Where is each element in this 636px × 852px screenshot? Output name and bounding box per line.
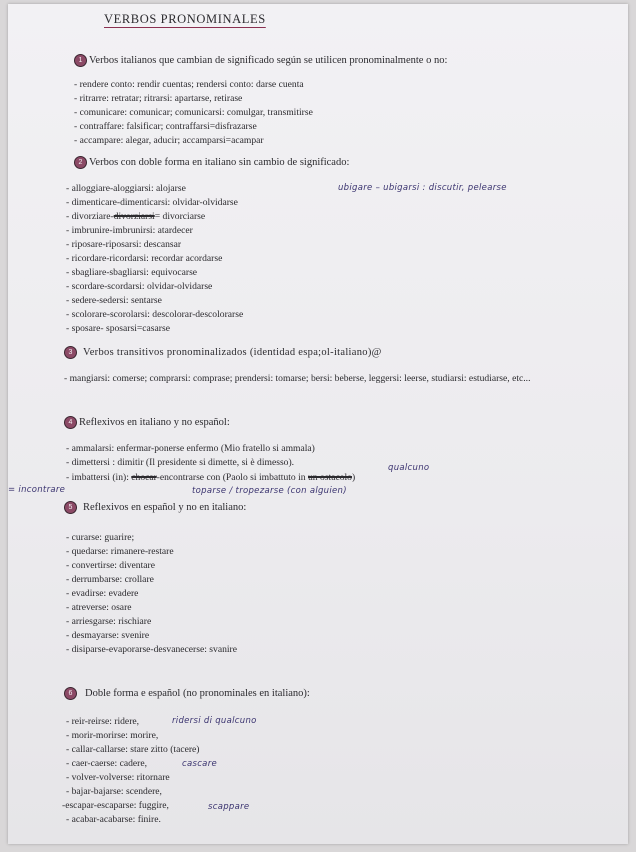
list-item: - evadirse: evadere (66, 588, 139, 599)
handwritten-note: toparse / tropezarse (con alguien) (192, 486, 347, 496)
section-2-title: Verbos con doble forma en italiano sin cambio de significado: (89, 157, 350, 168)
list-item: - callar-callarse: stare zitto (tacere) (66, 744, 200, 755)
list-item: - sbagliare-sbagliarsi: equivocarse (66, 267, 198, 278)
list-item: - alloggiare-aloggiarsi: alojarse (66, 183, 186, 194)
handwritten-note: ridersi di qualcuno (172, 716, 257, 726)
section-6-heading (64, 687, 310, 700)
list-item: - contraffare: falsificar; contraffarsi=disfrazarse (74, 121, 257, 132)
list-item: - desmayarse: svenire (66, 630, 150, 641)
list-item: - caer-caerse: cadere, (66, 758, 148, 769)
list-item-divorziare (66, 211, 205, 222)
section-3-heading (64, 346, 382, 359)
item-text: - imbattersi (in): (66, 472, 132, 483)
list-item: - acabar-acabarse: finire. (66, 814, 161, 825)
list-item: - scolorare-scorolarsi: descolorar-descolorarse (66, 309, 244, 320)
list-item: - sposare- sposarsi=casarse (66, 323, 170, 334)
handwritten-note: ubigare – ubigarsi : discutir, pelearse (338, 183, 507, 193)
list-item: - volver-volverse: ritornare (66, 772, 170, 783)
section-5-heading (64, 501, 246, 514)
section-3-title: Verbos transitivos pronominalizados (identidad espa;ol-italiano)@ (83, 347, 382, 358)
list-item: - accampare: alegar, aducir; accamparsi=acampar (74, 135, 264, 146)
list-item: - comunicare: comunicar; comunicarsi: comulgar, transmitirse (74, 107, 313, 118)
section-6-title: Doble forma e español (no pronominales en italiano): (85, 688, 310, 699)
section-number-badge: 6 (64, 687, 77, 700)
item-text: = divorciarse (154, 211, 206, 222)
list-item: - ammalarsi: enfermar-ponerse enfermo (Mio fratello si ammala) (66, 443, 315, 454)
section-number-badge: 5 (64, 501, 77, 514)
struck-text: chocar (131, 472, 157, 483)
section-number-badge: 2 (74, 156, 87, 169)
item-text: -encontrarse con (Paolo si imbattuto in (156, 472, 308, 483)
section-number-badge: 1 (74, 54, 87, 67)
list-item: - rendere conto: rendir cuentas; rendersi conto: darse cuenta (74, 79, 304, 90)
list-item: - reir-reirse: ridere, (66, 716, 140, 727)
section-4-title: Reflexivos en italiano y no español: (79, 417, 230, 428)
handwritten-note: scappare (208, 802, 250, 812)
struck-text: un ostacolo (308, 472, 352, 483)
handwritten-note: = incontrare (8, 485, 66, 495)
handwritten-note: qualcuno (388, 463, 430, 473)
list-item: - curarse: guarire; (66, 532, 135, 543)
list-item: - morir-morirse: morire, (66, 730, 159, 741)
list-item-imbattersi (66, 472, 355, 483)
section-4-heading (64, 416, 230, 429)
list-item: - riposare-riposarsi: descansar (66, 239, 182, 250)
list-item: - disiparse-evaporarse-desvanecerse: svanire (66, 644, 238, 655)
struck-text: divorziarsi (113, 211, 155, 222)
list-item: - dimenticare-dimenticarsi: olvidar-olvidarse (66, 197, 238, 208)
list-item: - sedere-sedersi: sentarse (66, 295, 162, 306)
list-item: - atreverse: osare (66, 602, 132, 613)
list-item: - scordare-scordarsi: olvidar-olvidarse (66, 281, 213, 292)
item-text: - divorziare- (66, 211, 114, 222)
list-item: - derrumbarse: crollare (66, 574, 154, 585)
list-item: - convertirse: diventare (66, 560, 155, 571)
section-1-heading (74, 54, 447, 67)
list-item: - ricordare-ricordarsi: recordar acordarse (66, 253, 223, 264)
document-page (8, 4, 628, 844)
section-5-title: Reflexivos en español y no en italiano: (83, 502, 247, 513)
list-item: - imbrunire-imbrunirsi: atardecer (66, 225, 193, 236)
list-item: - arriesgarse: rischiare (66, 616, 152, 627)
list-item: - dimettersi : dimitir (Il presidente si dimette, si è dimesso). (66, 457, 295, 468)
section-3-body: - mangiarsi: comerse; comprarsi: comprase; prendersi: tomarse; bersi: beberse, leggersi: leerse, studiarsi: estudiarse, etc... (64, 373, 531, 384)
page-title: VERBOS PRONOMINALES (104, 12, 266, 26)
list-item: - bajar-bajarse: scendere, (66, 786, 162, 797)
item-text: ) (351, 472, 356, 483)
handwritten-note: cascare (182, 759, 218, 769)
section-1-title: Verbos italianos que cambian de significado según se utilicen pronominalmente o no: (89, 55, 448, 66)
list-item: - quedarse: rimanere-restare (66, 546, 174, 557)
list-item: - ritrarre: retratar; ritrarsi: apartarse, retirase (74, 93, 243, 104)
section-number-badge: 4 (64, 416, 77, 429)
section-number-badge: 3 (64, 346, 77, 359)
section-2-heading (74, 156, 349, 169)
list-item: -escapar-escaparse: fuggire, (62, 800, 169, 811)
